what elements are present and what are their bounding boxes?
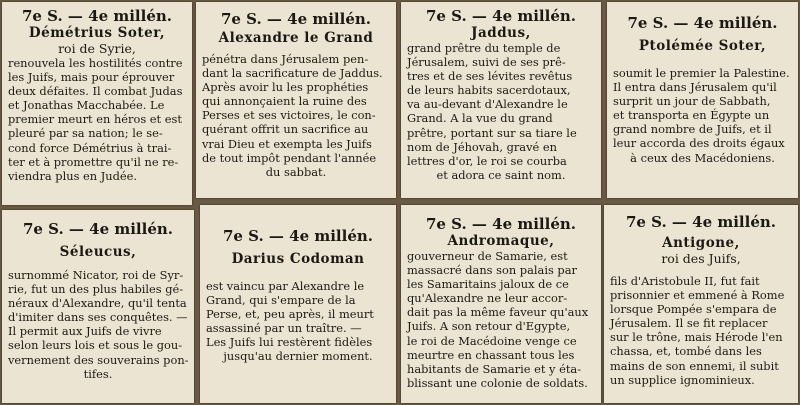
- card-heading: 7e S. — 4e millén.: [22, 220, 173, 238]
- text-line: d'imiter dans ses conquêtes. —: [8, 310, 188, 325]
- card-heading: 7e S. — 4e millén.: [425, 7, 576, 25]
- text-line: Perse, et, peu après, il meurt: [206, 307, 374, 322]
- text-line: Grand. A la vue du grand: [407, 111, 553, 126]
- text-line: et transporta en Égypte un: [613, 108, 770, 123]
- card-text: [407, 41, 595, 182]
- card-demetrius-soter: [2, 2, 192, 205]
- text-line: surprit un jour de Sabbath,: [613, 94, 771, 109]
- text-line: jusqu'au dernier moment.: [223, 349, 373, 364]
- card-andromaque: [401, 205, 601, 403]
- text-line: lorsque Pompée s'empara de: [610, 302, 777, 317]
- text-line: sur le trône, mais Hérode l'en: [610, 330, 783, 345]
- text-line: prisonnier et emmené à Rome: [610, 288, 785, 303]
- text-line: deux défaites. Il combat Judas: [8, 84, 183, 99]
- text-line: fils d'Aristobule II, fut fait: [610, 274, 760, 288]
- text-line: qu'Alexandre ne leur accor-: [407, 291, 568, 306]
- text-line: le roi de Macédoine venge ce: [407, 333, 577, 348]
- text-line: surnommé Nicator, roi de Syr-: [8, 268, 184, 282]
- card-darius-codoman: [200, 205, 396, 403]
- text-line: Après avoir lu les prophéties: [202, 80, 369, 95]
- text-line: renouvela les hostilités contre: [8, 56, 183, 70]
- text-line: rie, fut un des plus habiles gé-: [8, 282, 184, 297]
- card-subtitle: roi des Juifs,: [661, 251, 741, 266]
- text-line: prêtre, portant sur sa tiare le: [407, 125, 577, 140]
- card-heading: 7e S. — 4e millén.: [21, 7, 172, 25]
- card-heading: 7e S. — 4e millén.: [625, 213, 776, 231]
- text-line: Jérusalem, suivi de ses prê-: [407, 55, 566, 70]
- text-line: assassiné par un traître. —: [206, 321, 362, 336]
- text-line: dait pas la même faveur qu'aux: [407, 305, 589, 320]
- card-jaddus: [401, 2, 601, 198]
- text-line: Il entra dans Jérusalem qu'il: [613, 80, 777, 95]
- text-line: les Samaritains jaloux de ce: [407, 277, 569, 292]
- text-line: et adora ce saint nom.: [436, 167, 566, 182]
- text-line: néraux d'Alexandre, qu'il tenta: [8, 296, 187, 311]
- card-text: [407, 249, 595, 390]
- card-text: [610, 274, 792, 387]
- text-line: dant la sacrificature de Jaddus.: [202, 66, 383, 81]
- card-name: Antigone,: [662, 235, 740, 251]
- text-line: grand nombre de Juifs, et il: [613, 122, 772, 137]
- text-line: nom de Jéhovah, gravé en: [407, 139, 557, 154]
- card-name: Démétrius Soter,: [28, 25, 166, 41]
- text-line: Les Juifs lui restèrent fidèles: [206, 335, 373, 350]
- text-line: pénétra dans Jérusalem pen-: [202, 52, 369, 66]
- text-line: soumit le premier la Palestine.: [613, 66, 790, 80]
- text-line: les Juifs, mais pour éprouver: [8, 70, 175, 85]
- text-line: Perses et ses victoires, le con-: [202, 108, 376, 123]
- text-line: tifes.: [83, 366, 113, 381]
- text-line: du sabbat.: [265, 164, 327, 179]
- text-line: qui annonçaient la ruine des: [202, 94, 367, 109]
- text-line: lettres d'or, le roi se courba: [407, 153, 567, 168]
- card-name: Andromaque,: [447, 233, 555, 249]
- text-line: un supplice ignominieux.: [610, 372, 755, 387]
- card-seleucus: [2, 210, 194, 403]
- text-line: vrai Dieu et exempta les Juifs: [202, 136, 372, 151]
- text-line: premier meurt en héros et est: [8, 112, 182, 127]
- card-text: [202, 52, 390, 179]
- text-line: Il permit aux Juifs de vivre: [8, 324, 162, 339]
- text-line: leur accorda des droits égaux: [613, 136, 785, 151]
- text-line: Grand, qui s'empare de la: [206, 293, 356, 308]
- text-line: chassa, et, tombé dans les: [610, 344, 762, 359]
- text-line: Jérusalem. Il se fit replacer: [610, 316, 768, 331]
- text-line: selon leurs lois et sous le gou-: [8, 338, 183, 353]
- card-name: Jaddus,: [471, 25, 531, 41]
- text-line: quérant offrit un sacrifice au: [202, 122, 369, 137]
- text-line: va au-devant d'Alexandre le: [407, 97, 568, 112]
- text-line: cond force Démétrius à trai-: [8, 140, 172, 155]
- card-heading: 7e S. — 4e millén.: [627, 14, 778, 32]
- text-line: grand prêtre du temple de: [407, 41, 561, 55]
- text-line: blissant une colonie de soldats.: [407, 375, 588, 390]
- text-line: viendra plus en Judée.: [8, 168, 138, 183]
- text-line: tres et de ses lévites revêtus: [407, 69, 573, 84]
- card-text: [206, 279, 390, 364]
- text-line: de tout impôt pendant l'année: [202, 150, 377, 165]
- card-antigone: [604, 205, 798, 403]
- text-line: gouverneur de Samarie, est: [407, 249, 568, 263]
- card-heading: 7e S. — 4e millén.: [222, 227, 373, 245]
- text-line: est vaincu par Alexandre le: [206, 279, 365, 293]
- text-line: pleuré par sa nation; le se-: [8, 126, 163, 141]
- card-subtitle: roi de Syrie,: [58, 41, 136, 56]
- text-line: massacré dans son palais par: [407, 263, 577, 278]
- card-text: [613, 66, 792, 165]
- text-line: et Jonathas Macchabée. Le: [8, 98, 165, 113]
- card-name: Ptolémée Soter,: [638, 38, 767, 54]
- card-alexandre-le-grand: [196, 2, 396, 198]
- text-line: à ceux des Macédoniens.: [630, 150, 775, 165]
- text-line: Juifs. A son retour d'Egypte,: [407, 319, 571, 334]
- card-name: Séleucus,: [59, 244, 137, 260]
- text-line: meurtre en chassant tous les: [407, 347, 575, 362]
- text-line: habitants de Samarie et y éta-: [407, 361, 582, 376]
- card-text: [8, 268, 188, 381]
- card-heading: 7e S. — 4e millén.: [425, 215, 576, 233]
- card-heading: 7e S. — 4e millén.: [220, 10, 371, 28]
- card-name: Darius Codoman: [231, 251, 365, 267]
- card-ptolemee-soter: [607, 2, 798, 198]
- text-line: vernement des souverains pon-: [8, 352, 189, 367]
- card-name: Alexandre le Grand: [218, 30, 374, 46]
- text-line: ter et à promettre qu'il ne re-: [8, 154, 179, 169]
- card-text: [8, 56, 186, 183]
- text-line: de leurs habits sacerdotaux,: [407, 83, 571, 98]
- text-line: mains de son ennemi, il subit: [610, 358, 779, 373]
